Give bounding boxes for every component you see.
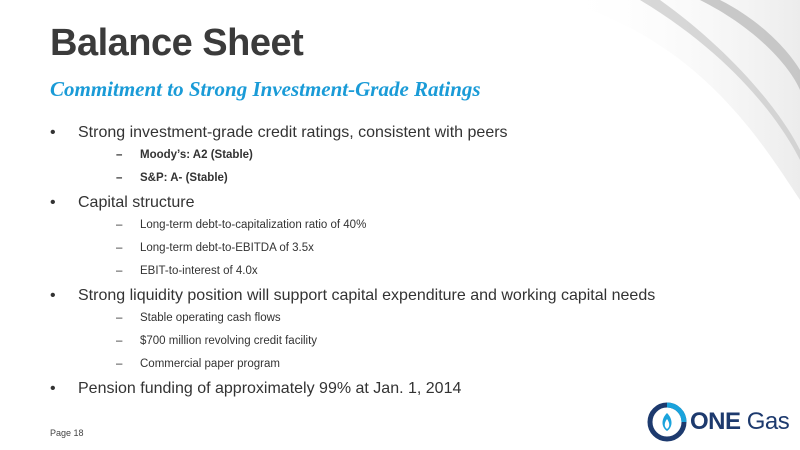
sub-list (78, 144, 690, 190)
bullet-item (50, 378, 690, 400)
bullet-mark: • (50, 287, 56, 304)
bullet-text: Strong liquidity position will support capital expenditure and working capital needs (78, 287, 656, 304)
bullet-text: Pension funding of approximately 99% at Jan. 1, 2014 (78, 380, 462, 397)
sub-item (78, 307, 690, 330)
sub-item (78, 330, 690, 353)
sub-item (78, 353, 690, 376)
bullet-item (50, 285, 690, 376)
sub-item (78, 167, 690, 190)
bullet-item (50, 122, 690, 190)
bullet-text: Capital structure (78, 194, 195, 211)
dash-mark: – (116, 312, 123, 324)
bullet-item (50, 192, 690, 283)
sub-item (78, 144, 690, 167)
dash-mark: – (116, 265, 123, 277)
dash-mark: – (116, 149, 123, 161)
dash-mark: – (116, 219, 123, 231)
slide-subtitle: Commitment to Strong Investment-Grade Ratings (50, 77, 481, 101)
logo-wordmark (690, 408, 789, 436)
logo-text-one: ONE (690, 408, 741, 435)
bullet-text: Strong investment-grade credit ratings, consistent with peers (78, 124, 508, 141)
sub-item-text: $700 million revolving credit facility (140, 335, 318, 347)
sub-item (78, 260, 690, 283)
logo-text-gas: Gas (746, 408, 790, 435)
bullet-mark: • (50, 194, 56, 211)
bullet-mark: • (50, 380, 56, 397)
slide-title: Balance Sheet (50, 22, 304, 64)
dash-mark: – (116, 358, 123, 370)
one-gas-logo (646, 400, 789, 444)
dash-mark: – (116, 335, 123, 347)
page-number: Page 18 (50, 428, 84, 438)
sub-item-text: Commercial paper program (140, 358, 280, 370)
sub-item-text: Long-term debt-to-EBITDA of 3.5x (140, 242, 314, 254)
sub-list (78, 214, 690, 283)
sub-item (78, 214, 690, 237)
sub-list (78, 307, 690, 376)
sub-item-text: Long-term debt-to-capitalization ratio of 40% (140, 219, 367, 231)
sub-item-text: Moody’s: A2 (Stable) (140, 149, 253, 161)
sub-item-text: Stable operating cash flows (140, 312, 281, 324)
bullet-list (50, 122, 690, 402)
sub-item-text: EBIT-to-interest of 4.0x (140, 265, 258, 277)
dash-mark: – (116, 242, 123, 254)
sub-item-text: S&P: A- (Stable) (140, 172, 228, 184)
sub-item (78, 237, 690, 260)
dash-mark: – (116, 172, 123, 184)
one-gas-flame-icon (646, 401, 688, 443)
bullet-mark: • (50, 124, 56, 141)
